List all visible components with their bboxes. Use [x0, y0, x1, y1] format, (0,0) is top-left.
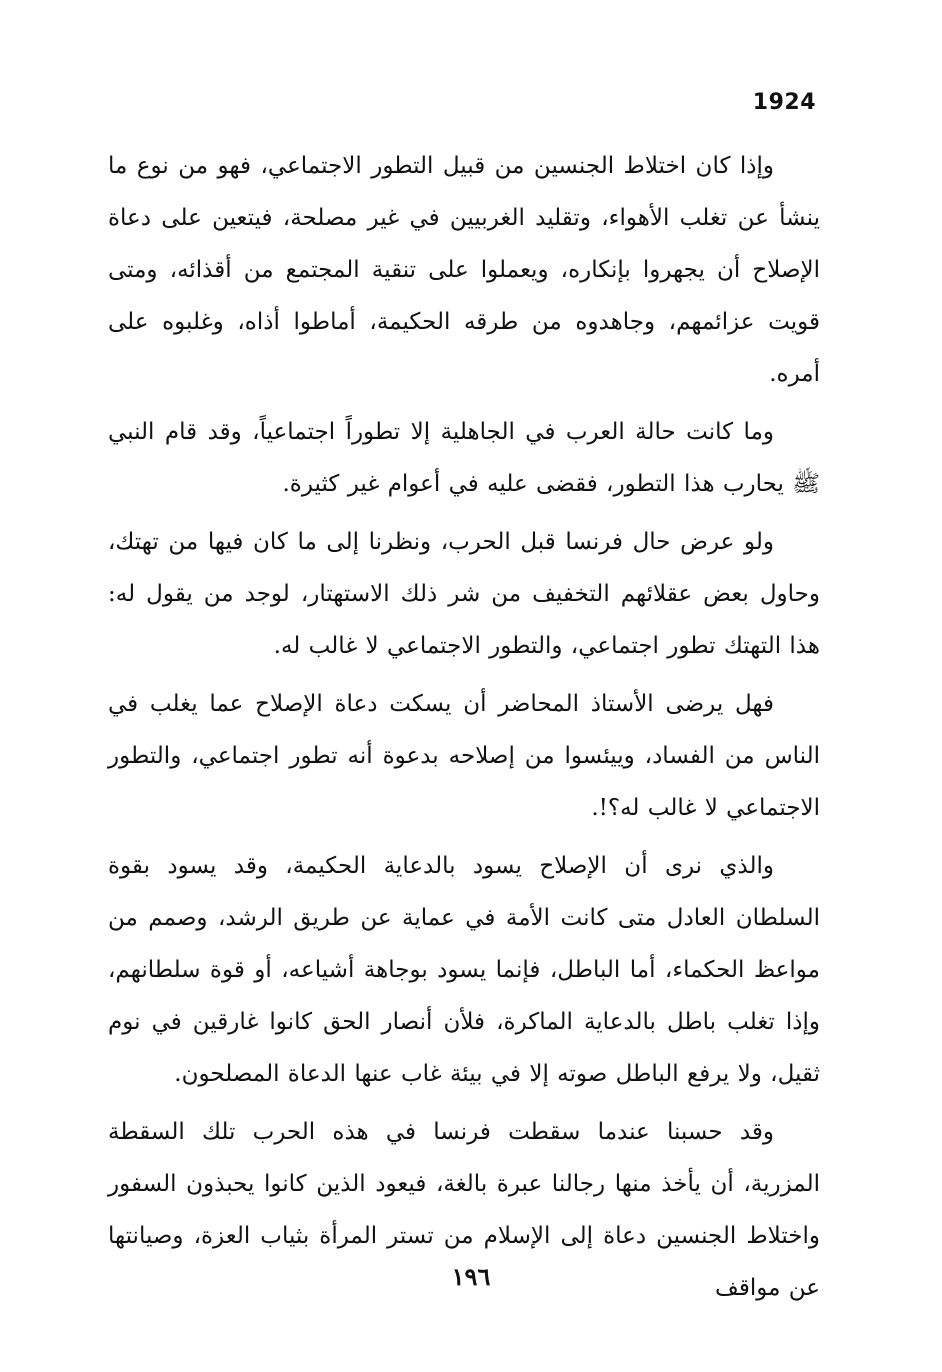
- paragraph-2: وما كانت حالة العرب في الجاهلية إلا تطوراً اجتماعياً، وقد قام النبي ﷺ يحارب هذا التطور، فقضى عليه في أعوام غير كثيرة.: [108, 419, 820, 497]
- body-text: [108, 140, 820, 1320]
- page-number: ١٩٦: [451, 1262, 491, 1291]
- paragraph-5: والذي نرى أن الإصلاح يسود بالدعاية الحكيمة، وقد يسود بقوة السلطان العادل متى كانت الأمة في عماية عن طريق الرشد، وصمم من مواعظ الحكماء، أما الباطل، فإنما يسود بوجاهة أشياعه، أو قوة سلطانهم، وإذا تغلب باطل بالدعاية الماكرة، فلأن أنصار الحق كانوا غارقين في نوم ثقيل، ولا يرفع الباطل صوته إلا في بيئة غاب عنها الدعاة المصلحون.: [108, 853, 820, 1087]
- paragraph-1: وإذا كان اختلاط الجنسين من قبيل التطور الاجتماعي، فهو من نوع ما ينشأ عن تغلب الأهواء، وتقليد الغربيين في غير مصلحة، فيتعين على دعاة الإصلاح أن يجهروا بإنكاره، ويعملوا على تنقية المجتمع من أقذائه، ومتى قويت عزائمهم، وجاهدوه من طرقه الحكيمة، أماطوا أذاه، وغلبوه على أمره.: [108, 153, 820, 387]
- paragraph-3: ولو عرض حال فرنسا قبل الحرب، ونظرنا إلى ما كان فيها من تهتك، وحاول بعض عقلائهم التخفيف من شر ذلك الاستهتار، لوجد من يقول له: هذا التهتك تطور اجتماعي، والتطور الاجتماعي لا غالب له.: [108, 529, 820, 659]
- paragraph-4: فهل يرضى الأستاذ المحاضر أن يسكت دعاة الإصلاح عما يغلب في الناس من الفساد، وييئسوا من إصلاحه بدعوة أنه تطور اجتماعي، والتطور الاجتماعي لا غالب له؟!.: [108, 691, 820, 821]
- running-head-year: 1924: [752, 90, 816, 115]
- paragraph-6: وقد حسبنا عندما سقطت فرنسا في هذه الحرب تلك السقطة المزرية، أن يأخذ منها رجالنا عبرة بالغة، فيعود الذين كانوا يحبذون السفور واختلاط الجنسين دعاة إلى الإسلام من تستر المرأة بثياب العزة، وصيانتها عن مواقف: [108, 1119, 820, 1301]
